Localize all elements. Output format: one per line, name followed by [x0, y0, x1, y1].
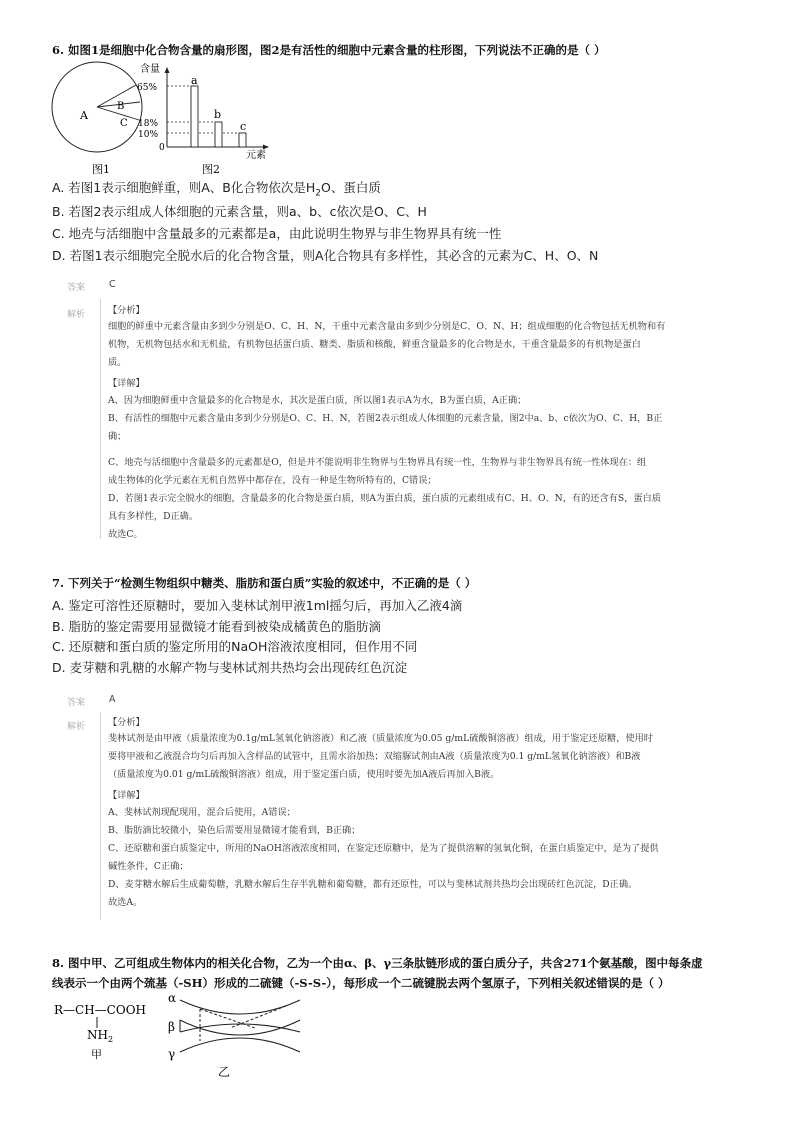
- q7-detail-line: A、斐林试剂现配现用，混合后使用，A错误；: [108, 807, 296, 818]
- q7-option-b: B. 脂肪的鉴定需要用显微镜才能看到被染成橘黄色的脂肪滴: [52, 619, 382, 634]
- pie-label-a: A: [80, 109, 88, 122]
- label-beta: β: [168, 1020, 175, 1034]
- q7-explain-bar: [100, 712, 101, 920]
- amino-group: $NH_2$: [87, 1028, 114, 1044]
- q6-detail-line: C、地壳与活细胞中含量最多的元素都是O，但是并不能说明非生物界与生物界具有统一性，生物界与非生物界具有统一性体现在：组: [108, 457, 647, 468]
- bar-c: [239, 133, 246, 147]
- q6-analysis-head: 【分析】: [108, 305, 145, 316]
- label-gamma: γ: [168, 1047, 176, 1061]
- q6-explain-tag: 解析: [67, 310, 86, 320]
- tick-65: 65%: [137, 83, 158, 93]
- tick-18: 18%: [138, 119, 159, 129]
- q7-detail-line: D、麦芽糖水解后生成葡萄糖，乳糖水解后生存半乳糖和葡萄糖，都有还原性，可以与斐林试剂共热均会出现砖红色沉淀，D正确。: [108, 879, 638, 890]
- q7-explain: [108, 714, 659, 909]
- q7-detail-line: B、脂肪滴比较微小，染色后需要用显微镜才能看到，B正确；: [108, 825, 361, 836]
- chain-gamma: [180, 1038, 300, 1052]
- q6-title: 6. 如图1是细胞中化合物含量的扇形图，图2是有活性的细胞中元素含量的柱形图，下列说法不正确的是（ ）: [52, 43, 606, 57]
- q6-detail-line: D、若图1表示完全脱水的细胞，含量最多的化合物是蛋白质，则A为蛋白质，蛋白质的元素组成有C、H、O、N，有的还含有S，蛋白质: [108, 493, 661, 504]
- q7-answer-tag: 答案: [67, 698, 86, 708]
- pie-label-b: B: [117, 101, 125, 112]
- bar-label-a: a: [191, 74, 198, 87]
- disulfide-bond: [200, 1009, 255, 1028]
- q7-analysis-head: 【分析】: [108, 717, 145, 728]
- q8-title-line1: 8. 图中甲、乙可组成生物体内的相关化合物，乙为一个由α、β、γ三条肽链形成的蛋白质分子，共含271个氨基酸，图中每条虚: [52, 956, 703, 970]
- fig1-caption: 图1: [92, 163, 110, 176]
- q7-analysis-line: （质量浓度为0.01 g/mL硫酸铜溶液）组成，用于鉴定蛋白质，使用时要先加A液后再加入B液。: [108, 769, 500, 780]
- pie-label-c: C: [120, 118, 128, 129]
- q6-explain-bar: [100, 299, 101, 539]
- q6-detail-line: 故选C。: [108, 529, 143, 540]
- fig2-caption: 图2: [202, 163, 220, 176]
- q6-option-a: A. 若图1表示细胞鲜重，则A、B化合物依次是$H_2O$、蛋白质: [52, 180, 381, 199]
- q7-explain-tag: 解析: [67, 722, 86, 732]
- q6-answer-tag: 答案: [67, 283, 86, 293]
- bar-a: [191, 86, 198, 147]
- bar-b: [215, 122, 222, 147]
- q7-option-d: D. 麦芽糖和乳糖的水解产物与斐林试剂共热均会出现砖红色沉淀: [52, 660, 408, 675]
- q6-option-c: C. 地壳与活细胞中含量最多的元素都是a，由此说明生物界与非生物界具有统一性: [52, 226, 502, 241]
- label-yi: 乙: [218, 1065, 231, 1079]
- q6-detail-line: A、因为细胞鲜重中含量最多的化合物是水，其次是蛋白质，所以图1表示A为水，B为蛋白质，A正确；: [108, 395, 527, 406]
- q7-option-c: C. 还原糖和蛋白质的鉴定所用的NaOH溶液浓度相同，但作用不同: [52, 639, 418, 654]
- q7-detail-head: 【详解】: [108, 790, 145, 801]
- ylabel: 含量: [140, 64, 160, 75]
- q7-option-a: A. 鉴定可溶性还原糖时，要加入斐林试剂甲液1ml摇匀后，再加入乙液4滴: [52, 598, 463, 613]
- q7-title: 7. 下列关于“检测生物组织中糖类、脂肪和蛋白质”实验的叙述中，不正确的是（ ）: [52, 576, 477, 590]
- q8-title-line2: 线表示一个由两个巯基（-SH）形成的二硫键（-S-S-），每形成一个二硫键脱去两个氢原子，下列相关叙述错误的是（ ）: [52, 976, 670, 990]
- amino-acid-formula: R—CH—COOH: [54, 1003, 147, 1017]
- label-alpha: α: [168, 991, 177, 1005]
- q6-analysis-line: 细胞的鲜重中元素含量由多到少分别是O、C、H、N，干重中元素含量由多到少分别是C、O、N、H；组成细胞的化合物包括无机物和有: [108, 321, 666, 332]
- q6-explain: [108, 302, 665, 541]
- label-jia: 甲: [91, 1048, 102, 1061]
- q6-detail-line: 成生物体的化学元素在无机自然界中都存在，没有一种是生物所特有的，C错误；: [108, 475, 437, 486]
- q6-analysis-line: 质。: [108, 357, 127, 368]
- q7-detail-line: C、还原糖和蛋白质鉴定中，所用的NaOH溶液浓度相同，在鉴定还原糖中，是为了提供溶解的氢氧化铜，在蛋白质鉴定中，是为了提供: [108, 843, 659, 854]
- q6-option-b: B. 若图2表示组成人体细胞的元素含量，则a、b、c依次是O、C、H: [52, 204, 427, 219]
- tick-0: 0: [159, 143, 165, 153]
- q6-detail-head: 【详解】: [108, 378, 145, 389]
- bar-label-c: c: [240, 120, 247, 133]
- chain-alpha: [180, 1000, 300, 1014]
- q6-figure: [50, 56, 290, 176]
- q7-answer: A: [109, 694, 116, 705]
- q7-detail-line: 碱性条件，C正确；: [108, 861, 189, 872]
- q6-detail-line: B、有活性的细胞中元素含量由多到少分别是O、C、H、N，若图2表示组成人体细胞的元素含量，图2中a、b、c依次为O、C、H，B正: [108, 413, 663, 424]
- bar-label-b: b: [214, 108, 222, 121]
- xlabel: 元素: [246, 150, 266, 161]
- q6-detail-line: 确；: [108, 431, 127, 442]
- q7-analysis-line: 斐林试剂是由甲液（质量浓度为0.1g/mL氢氧化钠溶液）和乙液（质量浓度为0.05 g/mL硫酸铜溶液）组成，用于鉴定还原糖，使用时: [108, 733, 653, 744]
- q7-detail-line: 故选A。: [108, 897, 143, 908]
- q6-answer: C: [109, 279, 116, 290]
- chain-beta-bottom: [180, 1024, 300, 1032]
- tick-10: 10%: [138, 130, 159, 140]
- q8-figure: [50, 988, 300, 1124]
- q6-analysis-line: 机物，无机物包括水和无机盐，有机物包括蛋白质、糖类、脂质和核酸，鲜重含量最多的化合物是水，干重含量最多的有机物是蛋白: [108, 339, 641, 350]
- q7-analysis-line: 要将甲液和乙液混合均匀后再加入含样品的试管中，且需水浴加热；双缩脲试剂由A液（质量浓度为0.1 g/mL氢氧化钠溶液）和B液: [108, 751, 641, 762]
- q6-detail-line: 具有多样性，D正确。: [108, 511, 199, 522]
- q6-option-d: D. 若图1表示细胞完全脱水后的化合物含量，则A化合物具有多样性，其必含的元素为C、H、O、N: [52, 248, 599, 263]
